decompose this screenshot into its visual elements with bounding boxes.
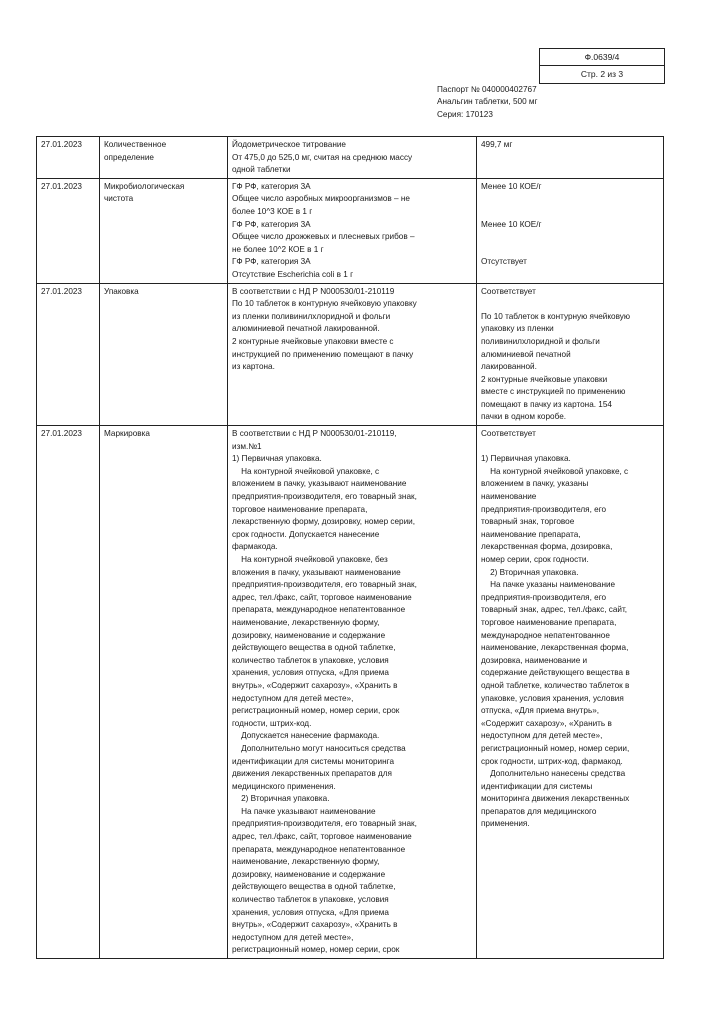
page-number: Стр. 2 из 3	[580, 69, 624, 79]
requirement-line: алюминиевой печатной лакированной.	[232, 324, 380, 334]
result-line: 2 контурные ячейковые упаковки	[481, 374, 608, 384]
result-line: «Содержит сахарозу», «Хранить в	[481, 718, 612, 728]
result-line: поливинилхлоридной и фольги	[481, 336, 600, 346]
requirement-line: адрес, тел./факс, сайт, торговое наименование	[232, 832, 412, 842]
requirement-line: действующего вещества в одной таблетке,	[232, 643, 396, 653]
result	[477, 426, 664, 959]
result-line	[481, 206, 659, 219]
requirement-line: предприятия-производителя, его товарный знак,	[232, 492, 417, 502]
requirement-line: торговое наименование препарата,	[232, 504, 368, 514]
result-line: предприятия-производителя, его	[481, 504, 607, 514]
table-row	[37, 178, 664, 283]
test-name	[100, 178, 228, 283]
result-line: На пачке указаны наименование	[481, 580, 616, 590]
requirement-line: из пленки поливинилхлоридной и фольги	[232, 311, 391, 321]
result-line: наименование препарата,	[481, 529, 581, 539]
requirement-line: Допускается нанесение фармакода.	[232, 731, 380, 741]
test-date: 27.01.2023	[37, 283, 100, 426]
table-row	[37, 426, 664, 959]
test-name	[100, 283, 228, 426]
requirement-line: недоступном для детей месте»,	[232, 932, 354, 942]
result-line: срок годности, штрих-код, фармакод.	[481, 756, 623, 766]
requirement-line: На контурной ячейковой упаковке, без	[232, 555, 388, 564]
requirement-line: действующего вещества в одной таблетке,	[232, 882, 396, 892]
requirement-line: изм.№1	[232, 441, 262, 451]
requirement-line: недоступном для детей месте»,	[232, 693, 354, 703]
result-line: содержание действующего вещества в	[481, 668, 630, 678]
requirement-line: По 10 таблеток в контурную ячейковую упаковку	[232, 299, 417, 309]
requirement-line: На контурной ячейковой упаковке, с	[232, 466, 380, 476]
result-line	[481, 193, 659, 206]
result-line: алюминиевой печатной	[481, 349, 571, 359]
requirement-line: 2) Вторичная упаковка.	[232, 794, 330, 804]
test-name-line: определение	[104, 152, 154, 162]
requirement-line: дозировку, наименование и содержание	[232, 630, 386, 640]
result-line: 2) Вторичная упаковка.	[481, 567, 579, 577]
requirement	[228, 137, 477, 179]
result-line: Менее 10 КОЕ/г	[481, 181, 542, 191]
result-line: Соответствует	[481, 286, 536, 296]
result-line: 1) Первичная упаковка.	[481, 454, 571, 464]
result-line: лакированной.	[481, 362, 537, 372]
test-name-line: Микробиологическая	[104, 181, 185, 191]
result-line: Отсутствует	[481, 257, 527, 267]
requirement-line: препарата, международное непатентованное	[232, 605, 406, 615]
requirement-line: одной таблетки	[232, 165, 291, 175]
result-line: препаратов для медицинского	[481, 806, 597, 816]
requirement	[228, 178, 477, 283]
requirement-line: дозировку, наименование и содержание	[232, 869, 386, 879]
result	[477, 137, 664, 179]
requirement-line: количество таблеток в упаковке, условия	[232, 895, 389, 905]
requirement-line: ГФ РФ, категория 3А	[232, 181, 311, 191]
test-name-line: Маркировка	[104, 429, 150, 439]
requirement-line: От 475,0 до 525,0 мг, считая на среднюю массу	[232, 152, 413, 162]
requirement-line: регистрационный номер, номер серии, срок	[232, 706, 400, 716]
requirement-line: инструкцией по применению помещают в пачку	[232, 349, 414, 359]
result-line	[481, 441, 659, 454]
requirement-line: наименование, лекарственную форму,	[232, 857, 380, 867]
result-line: помещают в пачку из картона. 154	[481, 399, 612, 409]
requirement-line: медицинского применения.	[232, 781, 336, 791]
result-line: Соответствует	[481, 429, 536, 439]
analysis-table	[36, 136, 664, 959]
result-line: Дополнительно нанесены средства	[481, 769, 626, 779]
series-number: Серия: 170123	[437, 109, 493, 119]
requirement-line: не более 10^2 КОЕ в 1 г	[232, 244, 324, 254]
result-line: вместе с инструкцией по применению	[481, 387, 626, 397]
passport-header	[437, 84, 667, 121]
test-date: 27.01.2023	[37, 137, 100, 179]
test-name	[100, 426, 228, 959]
result-line: товарный знак, торговое	[481, 517, 575, 527]
requirement-line: Йодометрическое титрование	[232, 140, 346, 149]
test-name-line: Упаковка	[104, 286, 139, 296]
result-line: недоступном для детей месте»,	[481, 731, 603, 741]
requirement-line: более 10^3 КОЕ в 1 г	[232, 206, 313, 216]
result-line: Менее 10 КОЕ/г	[481, 219, 542, 229]
requirement-line: из картона.	[232, 362, 275, 372]
requirement-line: 1) Первичная упаковка.	[232, 454, 322, 464]
requirement-line: регистрационный номер, номер серии, срок	[232, 945, 400, 955]
requirement-line: количество таблеток в упаковке, условия	[232, 655, 389, 665]
requirement-line: наименование, лекарственную форму,	[232, 617, 380, 627]
requirement-line: годности, штрих-код.	[232, 718, 312, 728]
result	[477, 283, 664, 426]
requirement-line: ГФ РФ, категория 3А	[232, 219, 311, 229]
requirement-line: Общее число дрожжевых и плесневых грибов –	[232, 232, 415, 242]
result-line: наименование	[481, 492, 537, 502]
requirement-line: вложения в пачку, указывают наименование	[232, 567, 401, 577]
passport-number: Паспорт № 040000402767	[437, 85, 537, 94]
requirement-line: внутрь», «Содержит сахарозу», «Хранить в	[232, 920, 398, 930]
requirement-line: Отсутствие Escherichia coli в 1 г	[232, 269, 354, 279]
product-name: Анальгин таблетки, 500 мг	[437, 97, 538, 107]
table-row	[37, 283, 664, 426]
requirement-line: В соответствии с НД Р N000530/01-210119,	[232, 429, 397, 439]
requirement-line: лекарственную форму, дозировку, номер серии,	[232, 517, 416, 527]
requirement-line: На пачке указывают наименование	[232, 806, 376, 816]
requirement-line: В соответствии с НД Р N000530/01-210119	[232, 286, 395, 296]
result-line: предприятия-производителя, его	[481, 592, 607, 602]
requirement-line: хранения, условия отпуска, «Для приема	[232, 907, 389, 917]
result-line: регистрационный номер, номер серии,	[481, 743, 630, 753]
table-row	[37, 137, 664, 179]
result-line: мониторинга движения лекарственных	[481, 794, 630, 804]
result-line: торговое наименование препарата,	[481, 617, 617, 627]
result	[477, 178, 664, 283]
result-line	[481, 231, 659, 244]
requirement	[228, 283, 477, 426]
result-line: одной таблетке, количество таблеток в	[481, 680, 630, 690]
result-line: товарный знак, адрес, тел./факс, сайт,	[481, 605, 628, 615]
requirement-line: Дополнительно могут наноситься средства	[232, 743, 406, 753]
result-line: дозировка, наименование и	[481, 655, 588, 665]
result-line	[481, 244, 659, 257]
requirement-line: срок годности. Допускается нанесение	[232, 529, 380, 539]
requirement-line: внутрь», «Содержит сахарозу», «Хранить в	[232, 680, 398, 690]
result-line: применения.	[481, 819, 530, 829]
test-date: 27.01.2023	[37, 426, 100, 959]
requirement-line: предприятия-производителя, его товарный знак,	[232, 580, 417, 590]
form-code: Ф.0639/4	[540, 49, 664, 66]
test-date: 27.01.2023	[37, 178, 100, 283]
requirement-line: адрес, тел./факс, сайт, торговое наименование	[232, 592, 412, 602]
requirement-line: вложением в пачку, указывают наименование	[232, 479, 407, 489]
requirement-line: движения лекарственных препаратов для	[232, 769, 392, 779]
result-line: пачки в одном коробе.	[481, 412, 567, 422]
result-line: лекарственная форма, дозировка,	[481, 542, 613, 552]
requirement-line: Общее число аэробных микроорганизмов – не	[232, 194, 410, 204]
result-line: наименование, лекарственная форма,	[481, 643, 629, 653]
requirement-line: ГФ РФ, категория 3А	[232, 257, 311, 267]
result-line: вложением в пачку, указаны	[481, 479, 589, 489]
requirement-line: препарата, международное непатентованное	[232, 844, 406, 854]
result-line	[481, 298, 659, 311]
result-line: упаковку из пленки	[481, 324, 554, 334]
requirement	[228, 426, 477, 959]
requirement-line: фармакода.	[232, 542, 278, 552]
requirement-line: предприятия-производителя, его товарный знак,	[232, 819, 417, 829]
result-line: номер серии, срок годности.	[481, 555, 589, 564]
test-name-line: Количественное	[104, 140, 167, 149]
requirement-line: 2 контурные ячейковые упаковки вместе с	[232, 336, 394, 346]
result-line: отпуска, «Для приема внутрь»,	[481, 706, 600, 716]
result-line: На контурной ячейковой упаковке, с	[481, 466, 629, 476]
requirement-line: идентификации для системы мониторинга	[232, 756, 395, 766]
form-code-box	[539, 48, 665, 84]
result-line: идентификации для системы	[481, 781, 593, 791]
test-name-line: чистота	[104, 194, 134, 204]
result-line: международное непатентованное	[481, 630, 610, 640]
result-line: По 10 таблеток в контурную ячейковую	[481, 311, 631, 321]
result-line: 499,7 мг	[481, 140, 513, 149]
result-line: упаковке, условия хранения, условия	[481, 693, 624, 703]
test-name	[100, 137, 228, 179]
requirement-line: хранения, условия отпуска, «Для приема	[232, 668, 389, 678]
